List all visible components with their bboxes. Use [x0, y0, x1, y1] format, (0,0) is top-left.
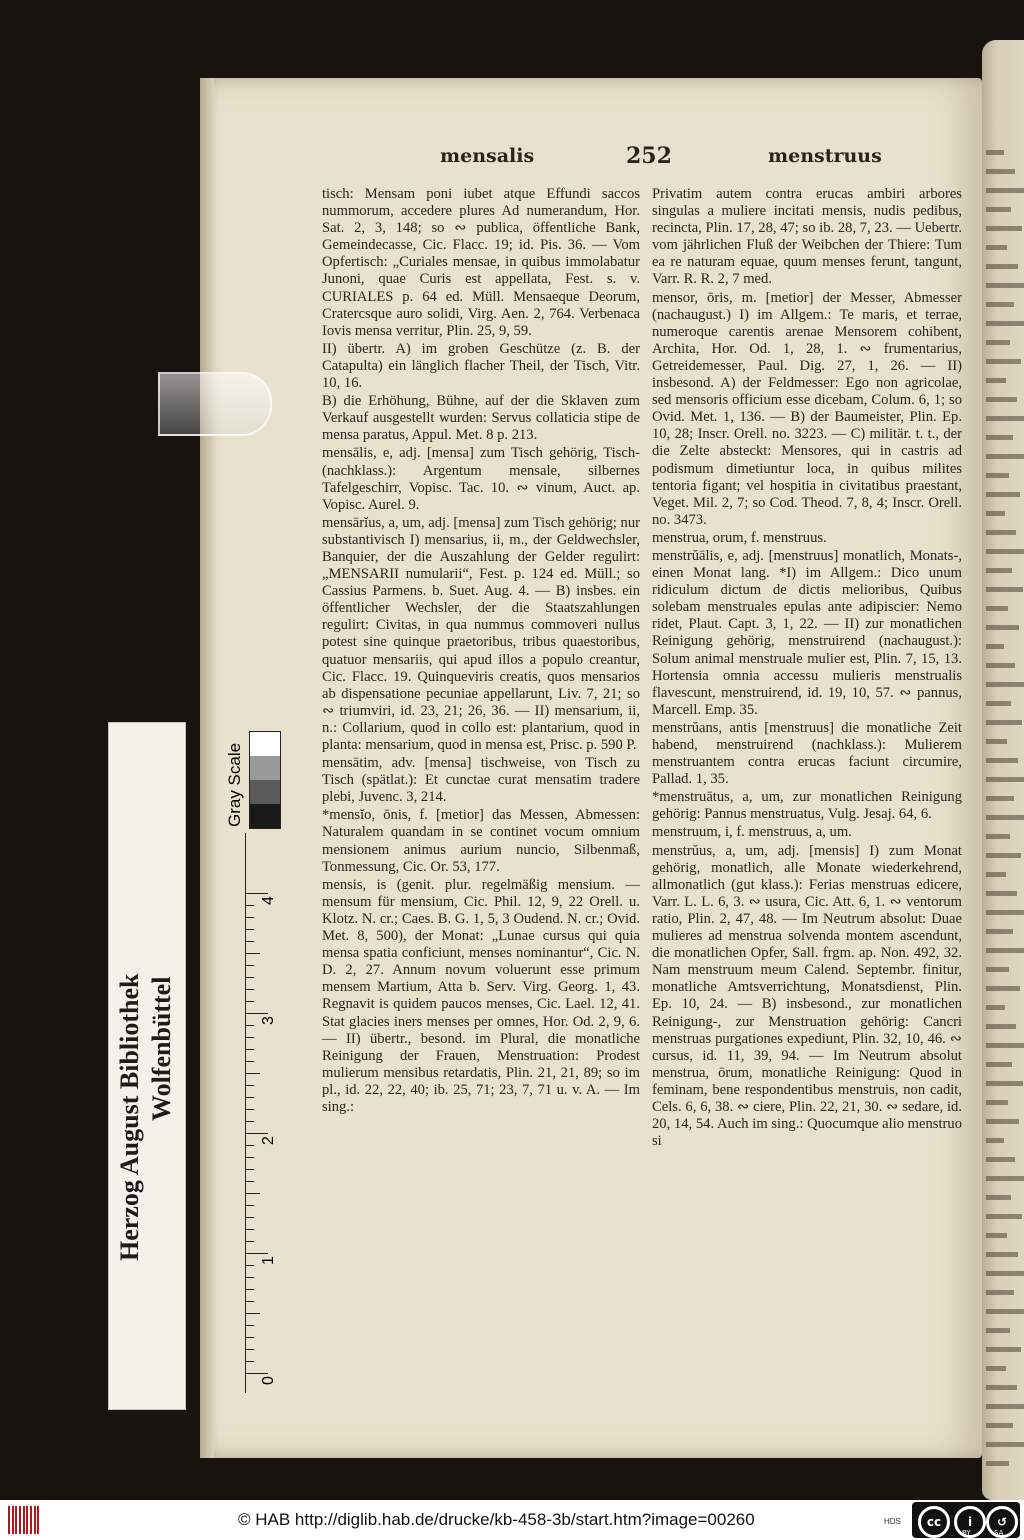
adjacent-text-line — [986, 1062, 1012, 1067]
adjacent-text-line — [986, 150, 1004, 155]
paragraph: II) übertr. A) im groben Geschütze (z. B. der Catapulta) ein länglich flacher Theil, der Tisch, Vitr. 10, 16. — [322, 340, 640, 392]
adjacent-text-line — [986, 625, 1019, 630]
adjacent-text-line — [986, 378, 1006, 383]
ruler-number: 1 — [260, 1256, 277, 1265]
adjacent-text-line — [986, 511, 1005, 516]
adjacent-text-line — [986, 1442, 1024, 1447]
dictionary-entry: menstruum, i, f. menstruus, a, um. — [652, 824, 852, 841]
logo-bar — [37, 1506, 39, 1534]
ruler-tick — [246, 1229, 254, 1230]
adjacent-text-line — [986, 1404, 1024, 1409]
left-text-column — [322, 186, 640, 1116]
dictionary-entry: mensālis, e, adj. [mensa] zum Tisch gehörig, Tisch- (nachklass.): Argentum mensale, silbernes Tafelgeschirr, Vopisc. Tac. 10. ∾ vinum, Auct. ap. Vopisc. Aurel. 9. — [322, 445, 640, 513]
ruler-tick — [246, 1061, 254, 1062]
logo-bar — [15, 1506, 17, 1534]
adjacent-text-line — [986, 834, 1010, 839]
library-name: Herzog August Bibliothek — [115, 973, 144, 1261]
adjacent-text-line — [986, 739, 1007, 744]
by-icon: i — [954, 1506, 986, 1538]
ruler-tick — [246, 1145, 254, 1146]
adjacent-text-line — [986, 1138, 1004, 1143]
adjacent-text-line — [986, 1271, 1024, 1276]
ruler-tick — [246, 917, 254, 918]
ruler-tick — [246, 1133, 268, 1134]
adjacent-text-line — [986, 397, 1017, 402]
adjacent-text-line — [986, 1309, 1024, 1314]
ruler-number: 4 — [260, 896, 277, 905]
ruler-tick — [246, 1289, 254, 1290]
ruler-tick — [246, 977, 254, 978]
ruler-tick — [246, 1313, 260, 1314]
dictionary-entry: mensor, ōris, m. [metior] der Messer, Abmesser (nachaugust.) I) im Allgem.: Te maris, et terrae, numeroque carentis arenae Mensorem cohibent, Archita, Hor. Od. 1, 28, 1. ∾ frumentarius, Getreidemesser, Paul. Dig. 27, 1, 26. — II) insbesond. A) der Feldmesser: Ego non agricolae, sed mensoris officium esse dicebam, Colum. 6, 1; so Ovid. Met. 1, 136. — B) der Baumeister, Plin. Ep. 10, 28; Inscr. Orell. no. 3223. — C) militär. t. t., der die Zelte absteckt: Mensores, qui in castris ad podismum dimetiuntur loca, in quibus milites tentoria figant; vel hospitia in civitatibus praestant, Veget. Mil. 2, 7; so Cod. Theod. 7, 8, 4; Inscr. Orell. no. 3473. — [652, 289, 962, 528]
dictionary-entry: mensis, is (genit. plur. regelmäßig mensium. — mensum für mensium, Cic. Phil. 12, 9, 22 Orell. u. Klotz. N. cr.; Caes. B. G. 1, 5, 3 Oudend. N. cr.; Ovid. Met. 8, 500), der Monat: „Lunae cursus qui quia mensa spatia conficiunt, menses nominantur“, Cic. N. D. 2, 27. Annum novum voluerunt esse primum mensem Martium, Atta b. Serv. Virg. Georg. 1, 43. Regnavit is quidem paucos menses, Cic. Lael. 12, 41. Stat glacies iners menses per omnes, Hor. Od. 2, 9, 6. — II) übertr., besond. im Plural, die monatliche Reinigung der Frauen, Menstruation: Prodest mulierum mensibus retardatis, Plin. 21, 21, 89; so im pl., id. 22, 22, 40; ib. 25, 71; 23, 7, 71 u. v. A. — Im sing.: — [322, 876, 640, 1115]
ruler-tick — [246, 1361, 254, 1362]
adjacent-text-line — [986, 663, 1015, 668]
adjacent-text-line — [986, 1366, 1006, 1371]
ruler-tick — [246, 1097, 254, 1098]
adjacent-text-line — [986, 929, 1013, 934]
paragraph: Privatim autem contra erucas ambiri arbores singulas a muliere incitati mensis, nudis pedibus, recincta, Plin. 17, 28, 47; so ib. 28, 7, 23. — Uebertr. vom jährlichen Fluß der Weibchen der Thiere: Tum ea re naturam equae, quum menses ferunt, tangunt, Varr. R. R. 2, 7 med. — [652, 186, 962, 288]
ruler-tick — [246, 1121, 254, 1122]
adjacent-text-line — [986, 796, 1014, 801]
ruler-tick — [246, 1265, 254, 1266]
adjacent-text-line — [986, 1423, 1013, 1428]
running-header — [430, 143, 882, 171]
adjacent-text-line — [986, 1328, 1010, 1333]
ruler-tick — [246, 1253, 268, 1254]
right-text-column — [652, 186, 962, 1150]
dictionary-entry: menstrŭus, a, um, adj. [mensis] I) zum Monat gehörig, monatlich, alle Monate wiederkehrend, allmonatlich (gut klass.): Ferias menstruas edicere, Varr. L. L. 6, 3. ∾ usura, Cic. Att. 6, 1. ∾ ventorum ratio, Plin. 2, 47, 48. — Im Neutrum absolut: Duae mulieres ad menstrua solvenda montem ascendunt, die monatlichen Opfer, Sall. frgm. ap. Non. 492, 32. Nam menstruum meum Calend. Septembr. finitur, monatliche Amtsverrichtung, Monatsdienst, Plin. Ep. 10, 24. — B) insbesond., zur monatlichen Reinigung-, zur Menstruation gehörig: Cancri menstruas purgationes expediunt, Plin. 32, 10, 46. ∾ cursus, id. 11, 39, 94. — Im Neutrum absolut menstrua, ōrum, monatliche Reinigung: Quod in feminam, bene respondentibus menstruis, non cadit, Cels. 6, 6, 38. ∾ ciere, Plin. 22, 21, 30. ∾ sedare, id. 20, 14, 54. Auch im sing.: Quocumque alio menstruo si — [652, 842, 962, 1150]
ruler-tick — [246, 905, 254, 906]
ruler-tick — [246, 1349, 254, 1350]
ruler-tick — [246, 953, 260, 954]
ruler-number: 0 — [260, 1376, 277, 1385]
adjacent-text-line — [986, 359, 1021, 364]
ruler-tick — [246, 1325, 254, 1326]
ruler-tick — [246, 893, 268, 894]
adjacent-text-line — [986, 207, 1011, 212]
adjacent-text-line — [986, 891, 1017, 896]
adjacent-text-line — [986, 492, 1020, 497]
logo-bar — [12, 1506, 14, 1534]
ruler-tick — [246, 1181, 254, 1182]
adjacent-text-line — [986, 1157, 1015, 1162]
ruler-number: 2 — [260, 1136, 277, 1145]
logo-bar — [23, 1506, 25, 1534]
adjacent-text-line — [986, 264, 1018, 269]
ruler-tick — [246, 1241, 254, 1242]
adjacent-text-line — [986, 226, 1022, 231]
swatch-black — [250, 804, 280, 828]
sa-icon: ↺ — [986, 1506, 1018, 1538]
logo-bar — [34, 1506, 36, 1534]
adjacent-text-line — [986, 1252, 1018, 1257]
adjacent-text-line — [986, 1043, 1024, 1048]
adjacent-text-line — [986, 758, 1018, 763]
adjacent-text-line — [986, 169, 1015, 174]
adjacent-text-line — [986, 1290, 1014, 1295]
adjacent-text-line — [986, 302, 1014, 307]
adjacent-text-line — [986, 321, 1024, 326]
adjacent-text-line — [986, 720, 1022, 725]
adjacent-text-line — [986, 568, 1012, 573]
adjacent-text-line — [986, 986, 1020, 991]
glass-page-weight — [158, 372, 272, 436]
dictionary-entry: *menstruātus, a, um, zur monatlichen Reinigung gehörig: Pannus menstruatus, Vulg. Jesaj. 64, 6. — [652, 789, 962, 823]
ruler-tick — [246, 1205, 254, 1206]
ruler-tick — [246, 1013, 268, 1014]
adjacent-text-line — [986, 1461, 1009, 1466]
ruler-tick — [246, 1109, 254, 1110]
adjacent-text-line — [986, 777, 1024, 782]
footer-url[interactable]: © HAB http://diglib.hab.de/drucke/kb-458-3b/start.htm?image=00260 — [238, 1510, 755, 1529]
adjacent-text-line — [986, 1081, 1023, 1086]
logo-bar — [26, 1506, 28, 1534]
logo-bar — [8, 1506, 10, 1534]
header-right-word: menstruus — [768, 145, 882, 167]
dictionary-entry: menstrŭans, antis [menstruus] die monatliche Zeit habend, menstruirend (nachklass.): Mulierem menstruantem contra erucas faciunt circumire, Pallad. 1, 35. — [652, 719, 962, 788]
logo-bar — [30, 1506, 32, 1534]
adjacent-text-line — [986, 245, 1007, 250]
footer-code: HDS — [884, 1517, 901, 1526]
paragraph: tisch: Mensam poni iubet atque Effundi saccos nummorum, accedere plures Ad numerandum, Hor. Sat. 2, 3, 148; so ∾ publica, öffentliche Bank, Gemeindecasse, Cic. Flacc. 19; id. Pis. 36. — Vom Opfertisch: „Curiales mensae, in quibus immolabatur Junoni, quae Curis est appellata, Fest. s. v. CURIALES p. 64 ed. Müll. Mensaeque Deorum, Cratercsque auro solidi, Virg. Aen. 2, 764. Verbenaca Iovis mensa verritur, Plin. 25, 9, 59. — [322, 186, 640, 339]
dictionary-entry: menstrŭālis, e, adj. [menstruus] monatlich, Monats-, einen Monat lang. *I) im Allgem.: Dico unum ridiculum dictum de dictis melioribus, Quibus solebam menstruales epulas ante adipiscier: Nemo ridet, Plaut. Capt. 3, 1, 22. — II) zur monatlichen Reinigung gehörig, menstruirend (nachaugust.): Solum animal menstruale mulier est, Plin. 7, 15, 13. Hortensia omnia accessu mulieris menstrualis flavescunt, menstruirend, id. 19, 10, 57. ∾ pannus, Marcell. Emp. 35. — [652, 547, 962, 718]
ruler-tick — [246, 965, 254, 966]
adjacent-text-line — [986, 549, 1024, 554]
paragraph: B) die Erhöhung, Bühne, auf der die Sklaven zum Verkauf ausgestellt wurden: Servus collaticia stipe de mensa paratus, Appul. Met. 8 p. 213. — [322, 393, 640, 444]
ruler-tick — [246, 1025, 254, 1026]
footer-bar — [0, 1500, 1024, 1540]
adjacent-text-line — [986, 1100, 1008, 1105]
ruler-tick — [246, 941, 254, 942]
ruler-tick — [246, 1049, 254, 1050]
adjacent-text-line — [986, 815, 1024, 820]
adjacent-text-line — [986, 587, 1023, 592]
ruler-number: 3 — [260, 1016, 277, 1025]
adjacent-text-line — [986, 473, 1009, 478]
adjacent-text-line — [986, 283, 1024, 288]
cc-icon: cc — [918, 1506, 950, 1538]
adjacent-text-line — [986, 416, 1024, 421]
header-left-word: mensalis — [440, 145, 535, 167]
ruler-tick — [246, 1001, 254, 1002]
gray-scale-label: Gray Scale — [225, 742, 244, 827]
dictionary-entry: menstrua, orum, f. menstruus. — [652, 529, 827, 546]
adjacent-text-line — [986, 1214, 1022, 1219]
ruler-tick — [246, 1373, 268, 1374]
ruler-tick — [246, 1073, 260, 1074]
adjacent-text-line — [986, 1176, 1024, 1181]
page-gutter — [200, 78, 214, 1458]
adjacent-text-line — [986, 530, 1016, 535]
adjacent-text-line — [986, 1024, 1016, 1029]
ruler-tick — [246, 1085, 254, 1086]
library-label — [109, 791, 185, 1331]
ruler-tick — [246, 1277, 254, 1278]
swatch-white — [250, 732, 280, 756]
adjacent-text-line — [986, 948, 1024, 953]
adjacent-text-line — [986, 872, 1006, 877]
adjacent-text-line — [986, 1195, 1011, 1200]
adjacent-text-line — [986, 340, 1010, 345]
cc-license-badge[interactable] — [912, 1502, 1020, 1538]
page-number: 252 — [626, 143, 672, 169]
adjacent-text-line — [986, 188, 1024, 193]
dictionary-entry: mensātim, adv. [mensa] tischweise, von Tisch zu Tisch (spätlat.): Et cunctae curat mensatim tradere plebi, Juvenc. 3, 214. — [322, 755, 640, 806]
dictionary-entry: *mensĭo, ōnis, f. [metior] das Messen, Abmessen: Naturalem quandam in se continet vocum omnium mensionem animus aurium nuncio, Silbenmaß, Tonmessung, Cic. Or. 53, 177. — [322, 807, 640, 875]
ruler-tick — [246, 1217, 254, 1218]
adjacent-text-line — [986, 1233, 1007, 1238]
ruler-tick — [246, 1193, 260, 1194]
swatch-gray — [250, 756, 280, 780]
ruler-tick — [246, 929, 254, 930]
adjacent-text-line — [986, 853, 1021, 858]
adjacent-text-line — [986, 967, 1009, 972]
ruler-tick — [246, 1301, 254, 1302]
adjacent-text-line — [986, 910, 1024, 915]
sa-label: SA — [994, 1529, 1004, 1537]
adjacent-text-line — [986, 1119, 1019, 1124]
gray-swatches — [249, 731, 281, 829]
adjacent-text-line — [986, 644, 1004, 649]
swatch-dark-gray — [250, 780, 280, 804]
color-scale-card — [108, 722, 277, 1410]
adjacent-page-edge — [982, 40, 1024, 1500]
adjacent-text-line — [986, 606, 1008, 611]
adjacent-text-line — [986, 701, 1011, 706]
ruler-tick — [246, 989, 254, 990]
adjacent-text-line — [986, 1385, 1017, 1390]
hab-logo-icon — [8, 1506, 40, 1534]
ruler — [245, 833, 280, 1393]
adjacent-text-line — [986, 1005, 1005, 1010]
adjacent-text-line — [986, 454, 1024, 459]
ruler-tick — [246, 1037, 254, 1038]
adjacent-text-line — [986, 682, 1024, 687]
dictionary-entry: mensārĭus, a, um, adj. [mensa] zum Tisch gehörig; nur substantivisch I) mensarius, ii, m., der Geldwechsler, Banquier, der die Auszahlung der Gelder regulirt: „MENSARII numularii“, Fest. p. 124 ed. Müll.; so Cassius Parmens. b. Suet. Aug. 4. — B) insbes. ein öffentlicher Wechsler, der die Staatszahlungen regulirt: Civitas, in qua nummus commoveri nullus potest sine quinque praetoribus, tribus quaestoribus, quatuor mensariis, qui apud illos a populo creantur, Cic. Flacc. 19. Quinqueviris creatis, quos mensarios ab dispensatione pecuniae appellarunt, Liv. 7, 21; so ∾ triumviri, id. 23, 21; 26, 36. — II) mensarium, ii, n.: Collarium, quod in collo est: plantarium, quod in planta: mensarium, quod in mensa est, Prisc. p. 590 P. — [322, 514, 640, 753]
library-city: Wolfenbüttel — [147, 976, 176, 1121]
logo-bar — [19, 1506, 21, 1534]
ruler-tick — [246, 1157, 254, 1158]
ruler-tick — [246, 1337, 254, 1338]
by-label: BY — [962, 1529, 971, 1537]
ruler-tick — [246, 1169, 254, 1170]
adjacent-text-line — [986, 1347, 1021, 1352]
adjacent-text-line — [986, 435, 1013, 440]
